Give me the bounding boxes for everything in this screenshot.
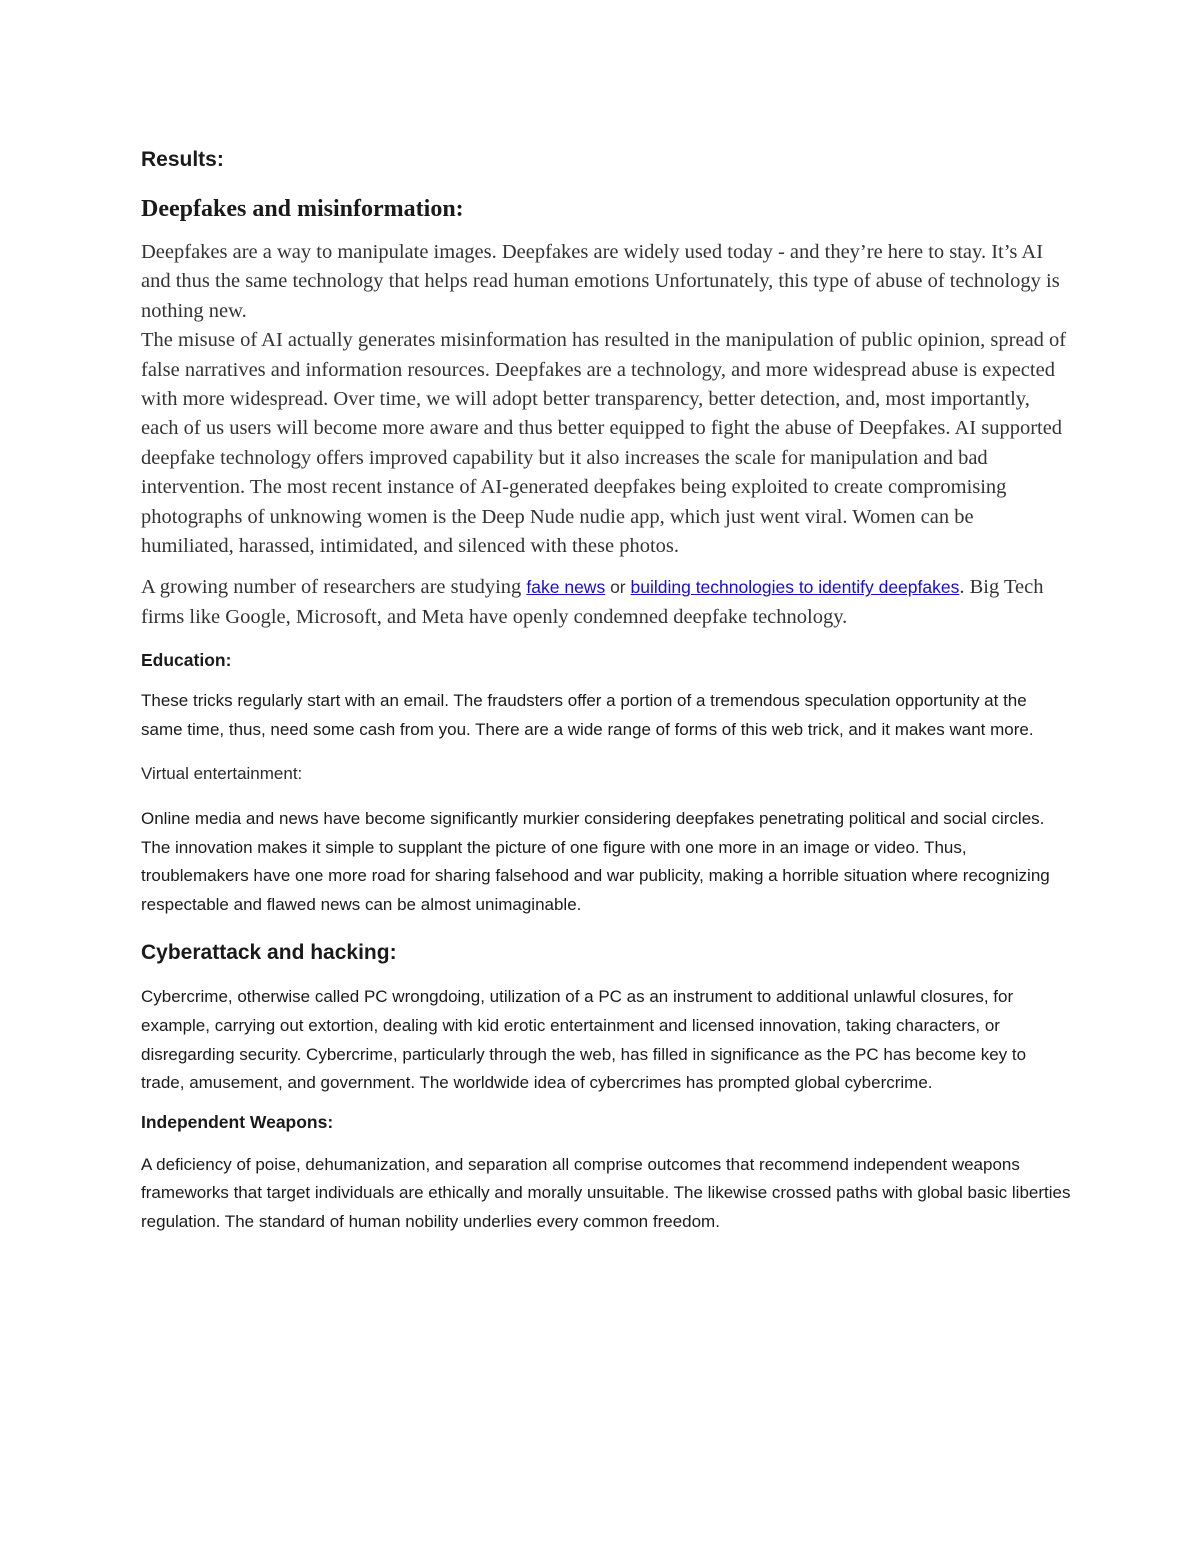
deepfakes-paragraph-1: Deepfakes are a way to manipulate images. Deepfakes are widely used today - and they’re here to stay. It’s AI and thus the same technology that helps read human emotions Unfortunately, this type of abuse of technology is nothing new. — [141, 241, 1060, 322]
cyberattack-heading: Cyberattack and hacking: — [141, 941, 397, 965]
p3-text-start: A growing number of researchers are studying — [141, 576, 527, 599]
identify-deepfakes-link[interactable]: building technologies to identify deepfakes — [630, 577, 960, 598]
weapons-paragraph: A deficiency of poise, dehumanization, and separation all comprise outcomes that recommend independent weapons frameworks that target individuals are ethically and morally unsuitable. The likewise crossed paths with global basic liberties regulation. The standard of human nobility underlies every common freedom. — [141, 1154, 1071, 1231]
cybercrime-paragraph: Cybercrime, otherwise called PC wrongdoing, utilization of a PC as an instrument to additional unlawful closures, for example, carrying out extortion, dealing with kid erotic entertainment and licensed innovation, taking characters, or disregarding security. Cybercrime, particularly through the web, has filled in significance as the PC has become key to trade, amusement, and government. The worldwide idea of cybercrimes has prompted global cybercrime. — [141, 987, 1027, 1093]
online-media-paragraph: Online media and news have become significantly murkier considering deepfakes penetrating political and social circles. The innovation makes it simple to supplant the picture of one figure with one more in an image or video. Thus, troublemakers have one more road for sharing falsehood and war publicity, making a horrible situation where recognizing respectable and flawed news can be almost unimaginable. — [141, 809, 1050, 914]
deepfakes-heading: Deepfakes and misinformation: — [141, 196, 464, 222]
document-body — [141, 140, 1071, 1237]
fake-news-link[interactable]: fake news — [526, 577, 606, 598]
deepfakes-paragraph-3 — [141, 573, 1071, 632]
results-heading: Results: — [141, 148, 224, 171]
education-heading: Education: — [141, 650, 232, 671]
p3-text-end: . Big Tech firms like Google, Microsoft, and Meta have openly condemned deepfake technology. — [141, 576, 1044, 628]
p3-text-or: or — [605, 577, 631, 598]
virtual-entertainment-label: Virtual entertainment: — [141, 764, 303, 784]
education-paragraph: These tricks regularly start with an email. The fraudsters offer a portion of a tremendous speculation opportunity at the same time, thus, need some cash from you. There are a wide range of forms of this web trick, and it makes want more. — [141, 691, 1034, 739]
deepfakes-paragraph-2: The misuse of AI actually generates misinformation has resulted in the manipulation of public opinion, spread of false narratives and information resources. Deepfakes are a technology, and more widespread abuse is expected with more widespread. Over time, we will adopt better transparency, better detection, and, most importantly, each of us users will become more aware and thus better equipped to fight the abuse of Deepfakes. AI supported deepfake technology offers improved capability but it also increases the scale for manipulation and bad intervention. The most recent instance of AI-generated deepfakes being exploited to create compromising photographs of unknowing women is the Deep Nude nudie app, which just went viral. Women can be humiliated, harassed, intimidated, and silenced with these photos. — [141, 329, 1067, 558]
weapons-heading: Independent Weapons: — [141, 1111, 334, 1132]
